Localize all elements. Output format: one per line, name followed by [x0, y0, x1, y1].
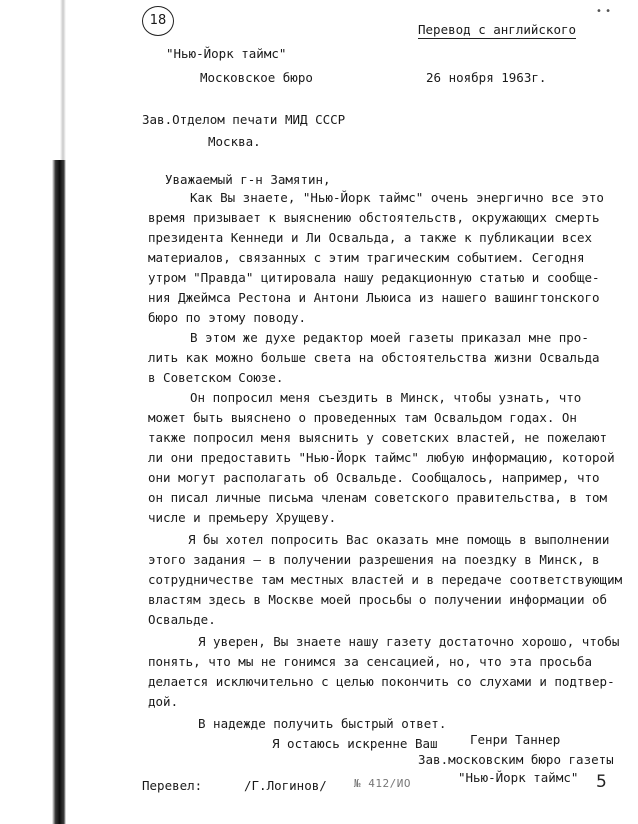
body-line: понять, что мы не гонимся за сенсацией, но, что эта просьба	[148, 654, 593, 669]
body-line: В этом же духе редактор моей газеты приказал мне про-	[190, 330, 589, 345]
closing-line-1: В надежде получить быстрый ответ.	[198, 716, 447, 731]
signature-name: Генри Таннер	[470, 732, 561, 747]
page-number-circle	[142, 6, 174, 36]
registration-stamp: № 412/ИО	[354, 777, 411, 790]
body-line: ния Джеймса Рестона и Антони Льюиса из нашего вашингтонского	[148, 290, 600, 305]
body-line: Я уверен, Вы знаете нашу газету достаточно хорошо, чтобы	[198, 634, 620, 649]
body-line: может быть выяснено о проведенных там Освальдом годах. Он	[148, 410, 577, 425]
body-line: президента Кеннеди и Ли Освальда, а также к публикации всех	[148, 230, 593, 245]
signature-paper: "Нью-Йорк таймс"	[458, 770, 579, 785]
scan-margin-shadow	[52, 160, 66, 824]
addressee-line-2: Москва.	[208, 134, 261, 149]
scan-margin-shadow-top	[60, 0, 66, 160]
body-line: дой.	[148, 694, 179, 709]
newspaper-name: "Нью-Йорк таймс"	[166, 46, 287, 61]
body-line: делается исключительно с целью покончить со слухами и подтвер-	[148, 674, 615, 689]
body-line: он писал личные письма членам советского правительства, в том	[148, 490, 608, 505]
body-line: в Советском Союзе.	[148, 370, 284, 385]
body-line: также попросил меня выяснить у советских властей, не пожелают	[148, 430, 608, 445]
body-line: утром "Правда" цитировала нашу редакционную статью и сообще-	[148, 270, 600, 285]
page-number: 18	[149, 13, 167, 28]
body-line: ли они предоставить "Нью-Йорк таймс" любую информацию, которой	[148, 450, 615, 465]
body-line: Он попросил меня съездить в Минск, чтобы узнать, что	[190, 390, 582, 405]
body-line: материалов, связанных с этим трагическим событием. Сегодня	[148, 250, 585, 265]
body-line: Как Вы знаете, "Нью-Йорк таймс" очень энергично все это	[190, 190, 604, 205]
translation-note: Перевод с английского	[418, 22, 577, 37]
closing-line-2: Я остаюсь искренне Ваш	[272, 736, 438, 751]
body-line: Я бы хотел попросить Вас оказать мне помощь в выполнении	[188, 532, 610, 547]
body-line: властям здесь в Москве моей просьбы о получении информации об	[148, 592, 608, 607]
body-line: сотрудничестве там местных властей и в передаче соответствующим	[148, 572, 623, 587]
bureau-name: Московское бюро	[200, 70, 313, 85]
translator-name: /Г.Логинов/	[244, 778, 327, 793]
signature-title: Зав.московским бюро газеты	[418, 752, 614, 767]
corner-page-mark: 5	[596, 772, 607, 792]
salutation: Уважаемый г-н Замятин,	[165, 172, 331, 187]
body-line: Освальде.	[148, 612, 216, 627]
addressee-line-1: Зав.Отделом печати МИД СССР	[142, 112, 346, 127]
top-right-mark: • •	[596, 6, 611, 17]
body-line: лить как можно больше света на обстоятельства жизни Освальда	[148, 350, 600, 365]
body-line: бюро по этому поводу.	[148, 310, 307, 325]
translated-by-label: Перевел:	[142, 778, 203, 793]
body-line: этого задания – в получении разрешения на поездку в Минск, в	[148, 552, 600, 567]
body-line: числе и премьеру Хрущеву.	[148, 510, 337, 525]
body-line: они могут располагать об Освальде. Сообщалось, например, что	[148, 470, 600, 485]
body-line: время призывает к выяснению обстоятельств, окружающих смерть	[148, 210, 600, 225]
letter-date: 26 ноября 1963г.	[426, 70, 547, 85]
